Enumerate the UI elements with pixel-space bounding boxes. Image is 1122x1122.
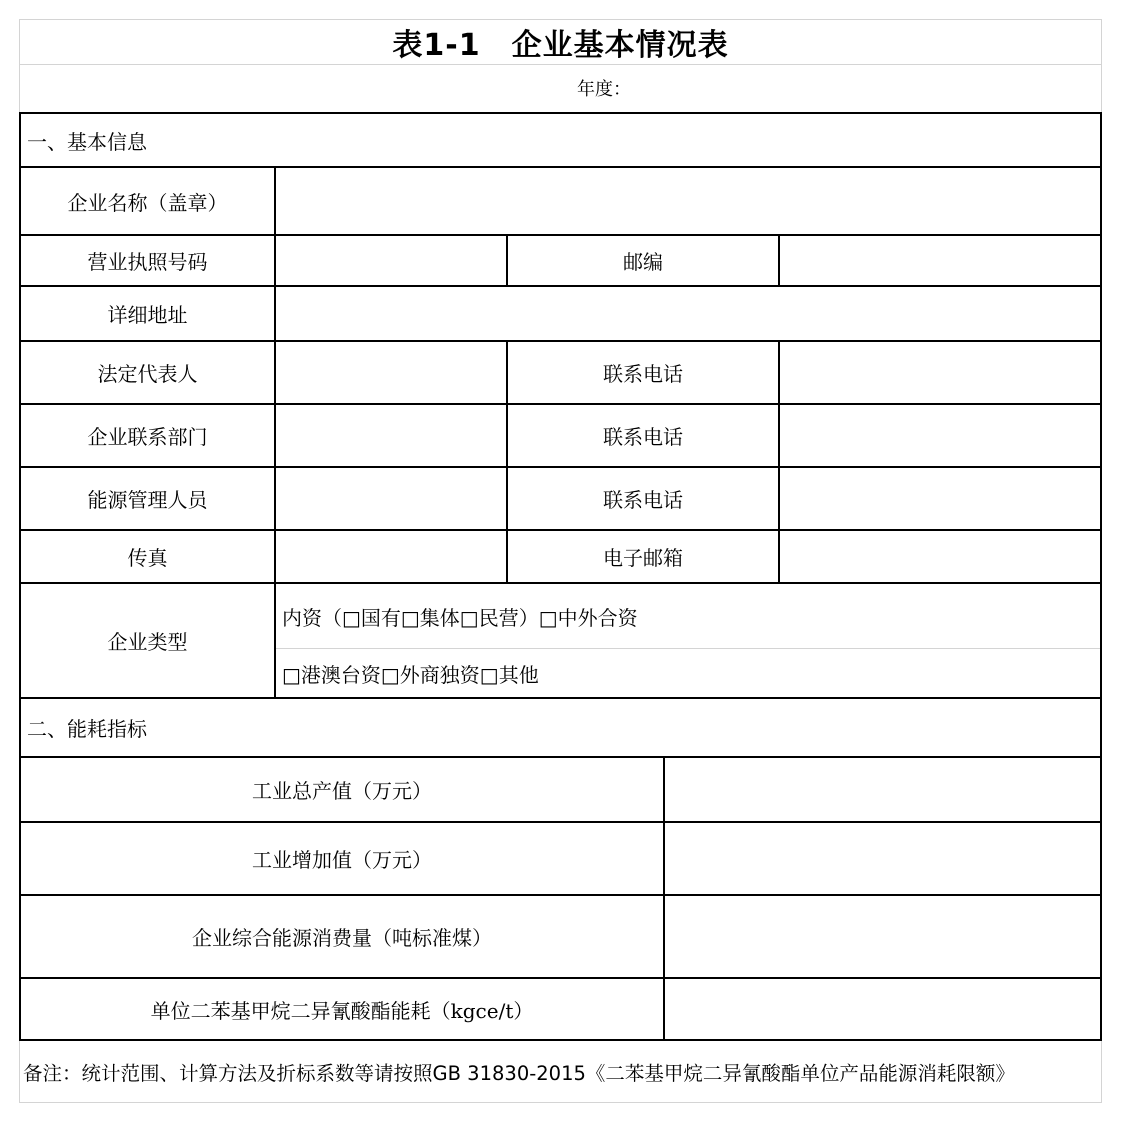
label-postcode: 邮编: [623, 250, 663, 274]
year-label: 年度：: [577, 79, 631, 100]
input-phone-1[interactable]: [780, 342, 1100, 403]
footer-note: 备注：统计范围、计算方法及折标系数等请按照GB 31830-2015《二苯基甲烷二异氰酸酯单位产品能源消耗限额》: [23, 1061, 1015, 1085]
label-phone-1: 联系电话: [603, 362, 683, 386]
input-phone-2[interactable]: [780, 405, 1100, 466]
label-phone-2: 联系电话: [603, 425, 683, 449]
input-fax[interactable]: [276, 531, 506, 582]
input-phone-3[interactable]: [780, 468, 1100, 529]
label-company-name: 企业名称（盖章）: [67, 190, 228, 215]
input-address[interactable]: [276, 287, 1100, 340]
label-address: 详细地址: [107, 303, 188, 327]
label-energy-manager: 能源管理人员: [87, 488, 208, 512]
input-energy-manager[interactable]: [276, 468, 506, 529]
section-basic-info-heading: 一、基本信息: [27, 129, 147, 154]
label-phone-3: 联系电话: [603, 488, 683, 512]
company-type-options-line-1[interactable]: 内资（□国有□集体□民营）□中外合资: [282, 605, 638, 630]
label-output-value: 工业总产值（万元）: [252, 779, 432, 803]
input-license-no[interactable]: [276, 236, 506, 285]
label-unit-energy: 单位二苯基甲烷二异氰酸酯能耗（kgce/t）: [150, 998, 534, 1023]
input-output-value[interactable]: [665, 758, 1100, 821]
label-added-value: 工业增加值（万元）: [252, 848, 432, 872]
border-bottom: [19, 1102, 1102, 1103]
input-unit-energy[interactable]: [665, 979, 1100, 1039]
input-added-value[interactable]: [665, 823, 1100, 894]
section-energy-heading: 二、能耗指标: [27, 717, 147, 741]
label-legal-rep: 法定代表人: [97, 362, 198, 386]
label-email: 电子邮箱: [603, 546, 683, 570]
label-license-no: 营业执照号码: [87, 250, 208, 274]
enterprise-info-form: [19, 19, 1102, 1103]
input-contact-dept[interactable]: [276, 405, 506, 466]
label-contact-dept: 企业联系部门: [87, 425, 208, 449]
label-energy-consumption: 企业综合能源消费量（吨标准煤）: [192, 926, 492, 950]
page-title: 表1-1 企业基本情况表: [392, 27, 729, 63]
vline-outer-right: [1100, 112, 1102, 1041]
input-legal-rep[interactable]: [276, 342, 506, 403]
input-energy-consumption[interactable]: [665, 896, 1100, 977]
label-fax: 传真: [127, 546, 168, 570]
input-postcode[interactable]: [780, 236, 1100, 285]
label-company-type: 企业类型: [107, 630, 188, 654]
input-company-name[interactable]: [276, 168, 1100, 234]
company-type-options-line-2[interactable]: □港澳台资□外商独资□其他: [282, 662, 539, 687]
input-email[interactable]: [780, 531, 1100, 582]
